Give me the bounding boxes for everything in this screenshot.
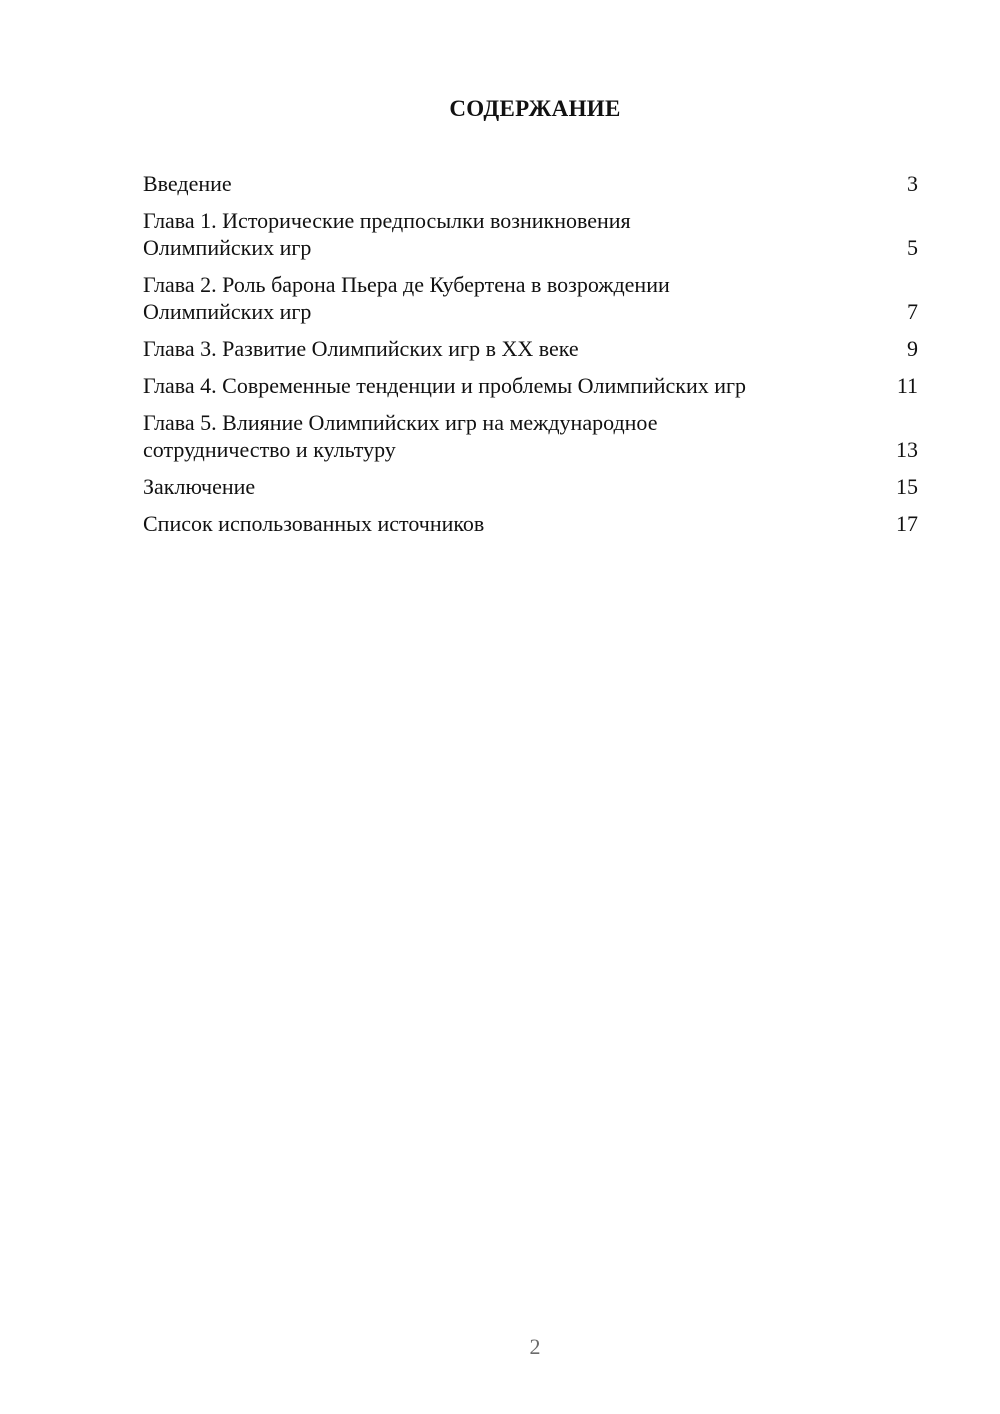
toc-entry-chapter-4 xyxy=(143,372,918,399)
toc-entry-line: Глава 4. Современные тенденции и проблемы Олимпийских игр xyxy=(143,373,747,398)
toc-entry-line: Олимпийских игр xyxy=(143,299,312,324)
toc-entry-line: Олимпийских игр xyxy=(143,235,312,260)
toc-entry-text xyxy=(143,271,894,325)
toc-page-number: 15 xyxy=(896,474,918,499)
toc-page-number: 5 xyxy=(907,235,918,260)
toc-page-number: 13 xyxy=(896,437,918,462)
page-number: 2 xyxy=(529,1334,541,1359)
page-title: СОДЕРЖАНИЕ xyxy=(449,96,621,121)
toc-page-number: 7 xyxy=(907,299,918,324)
toc-entry-chapter-5 xyxy=(143,409,918,463)
toc-page-number: 11 xyxy=(896,373,918,398)
toc-entry-chapter-3 xyxy=(143,335,918,362)
toc-entry-line: Глава 5. Влияние Олимпийских игр на международное xyxy=(143,410,658,435)
toc-entry-text xyxy=(143,372,894,399)
toc-entry-text xyxy=(143,170,894,197)
toc-entry-text xyxy=(143,335,894,362)
toc-entry-line: Глава 2. Роль барона Пьера де Кубертена в возрождении xyxy=(143,272,670,297)
toc-page-number: 17 xyxy=(896,511,918,536)
toc-entry-line: Глава 3. Развитие Олимпийских игр в XX веке xyxy=(143,336,579,361)
toc-entry-references xyxy=(143,510,918,537)
toc-entry-chapter-1 xyxy=(143,207,918,261)
toc-entry-line: Заключение xyxy=(143,474,256,499)
toc-entry-line: сотрудничество и культуру xyxy=(143,437,396,462)
toc-entry-text xyxy=(143,510,894,537)
toc-entry-introduction xyxy=(143,170,918,197)
toc-entry-line: Глава 1. Исторические предпосылки возникновения xyxy=(143,208,631,233)
toc-page-number: 9 xyxy=(907,336,918,361)
toc-page-number: 3 xyxy=(907,171,918,196)
toc-entry-chapter-2 xyxy=(143,271,918,325)
toc-entry-text xyxy=(143,207,894,261)
toc-entry-line: Введение xyxy=(143,171,232,196)
toc-entry-text xyxy=(143,473,894,500)
toc-entry-text xyxy=(143,409,894,463)
toc-entry-conclusion xyxy=(143,473,918,500)
table-of-contents xyxy=(143,170,918,547)
toc-entry-line: Список использованных источников xyxy=(143,511,485,536)
